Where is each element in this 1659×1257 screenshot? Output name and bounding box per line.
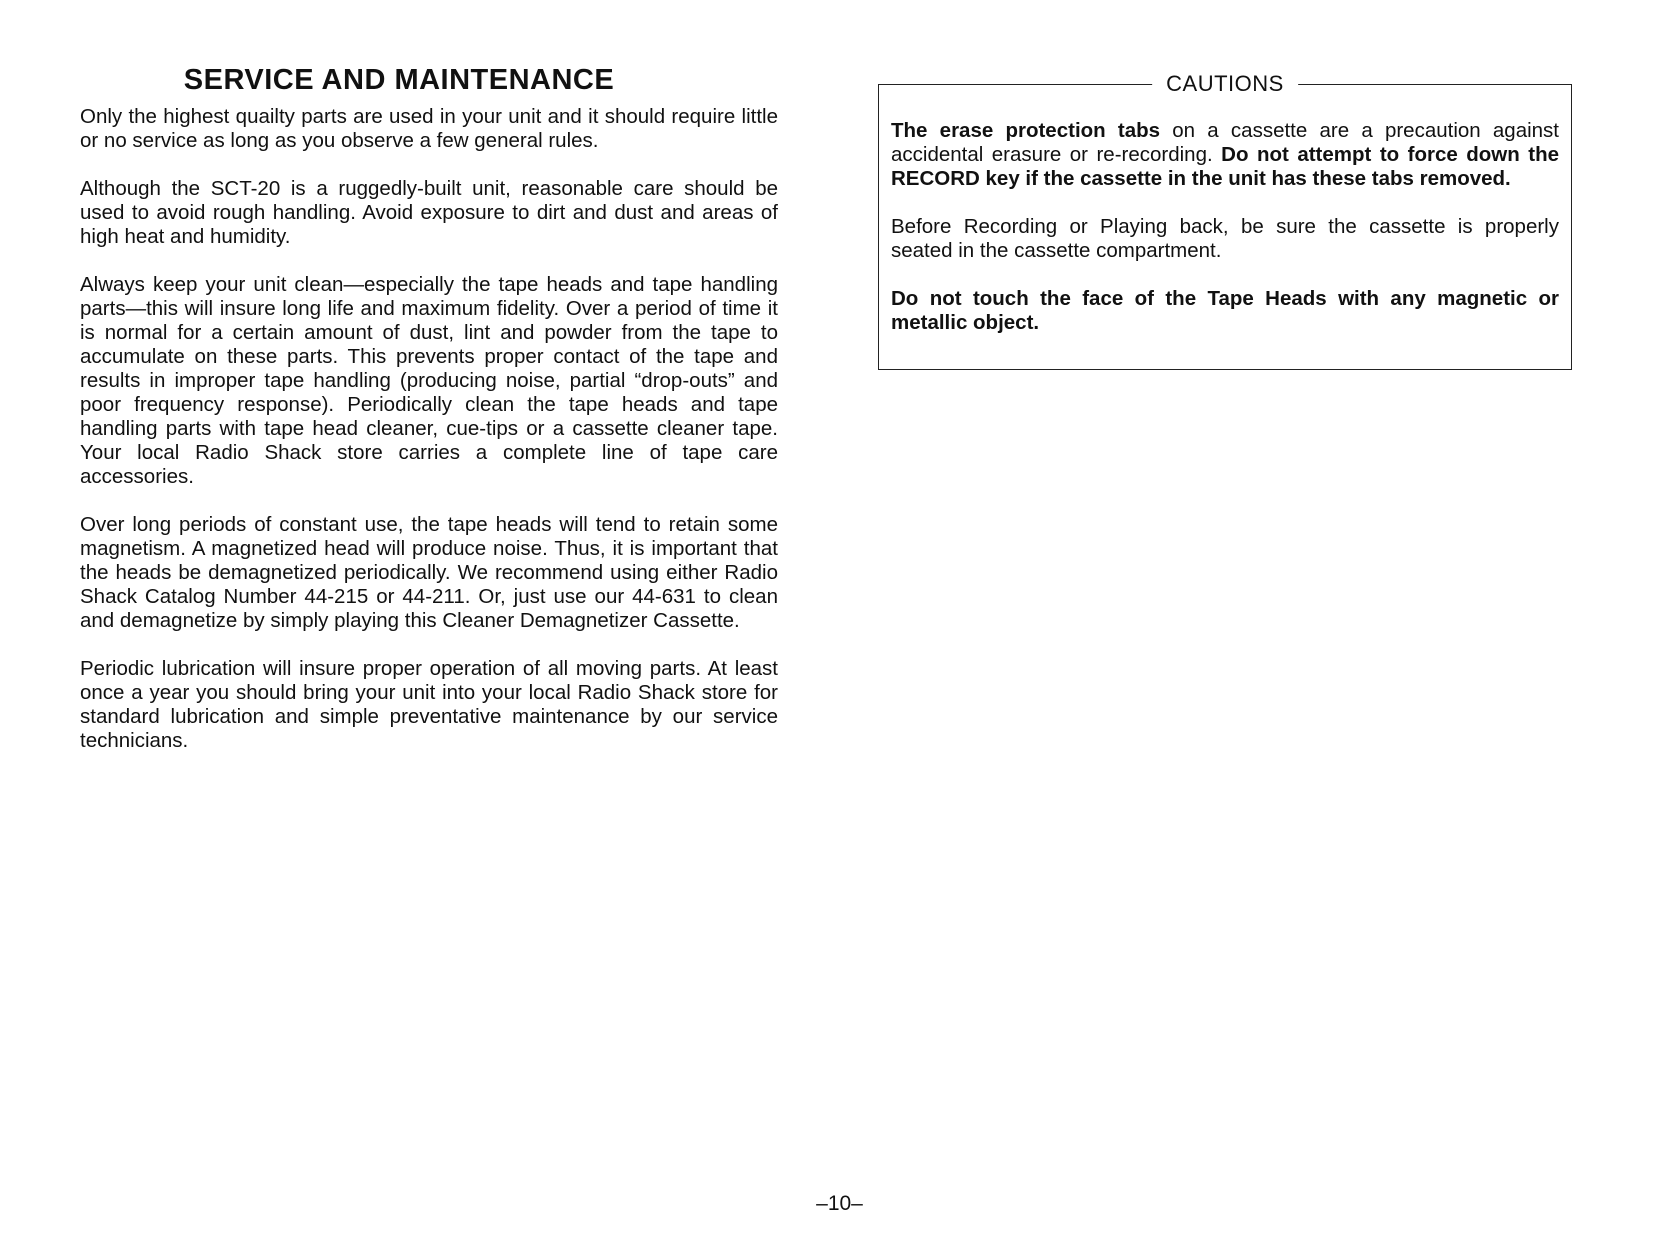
cautions-heading: CAUTIONS	[1152, 71, 1298, 97]
caution-tape-heads	[891, 287, 1559, 335]
paragraph-cleaning: Always keep your unit clean—especially the tape heads and tape handling parts—this will insure long life and maximum fidelity. Over a period of time it is normal for a certain amount of dust, lint and powder from the tape to accumulate on these parts. This prevents proper contact of the tape and results in improper tape handling (producing noise, partial “drop-outs” and poor frequency response). Periodically clean the tape heads and tape handling parts with tape head cleaner, cue-tips or a cassette cleaner tape. Your local Radio Shack store carries a complete line of tape care accessories.	[80, 273, 778, 488]
section-title: SERVICE AND MAINTENANCE	[183, 64, 615, 96]
cautions-box	[878, 71, 1572, 370]
caution-seating: Before Recording or Playing back, be sure the cassette is properly seated in the cassette compartment.	[891, 215, 1559, 262]
caution-record-key-warning: Do not attempt to force down the RECORD key if the cassette in the unit has these tabs removed.	[891, 143, 1559, 190]
paragraph-handling: Although the SCT-20 is a ruggedly-built unit, reasonable care should be used to avoid rough handling. Avoid exposure to dirt and dust and areas of high heat and humidity.	[80, 177, 778, 248]
caution-erase-tabs-bold: The erase protection tabs	[891, 119, 1161, 142]
caution-erase-tabs	[891, 119, 1559, 191]
paragraph-demagnetizing: Over long periods of constant use, the tape heads will tend to retain some magnetism. A magnetized head will produce noise. Thus, it is important that the heads be demagnetized periodically. We recommend using either Radio Shack Catalog Number 44-215 or 44-211. Or, just use our 44-631 to clean and demagnetize by simply playing this Cleaner Demagnetizer Cassette.	[80, 513, 778, 632]
paragraph-intro: Only the highest quailty parts are used in your unit and it should require little or no service as long as you observe a few general rules.	[80, 105, 778, 152]
page-number: –10–	[816, 1192, 863, 1215]
caution-tape-heads-bold: Do not touch the face of the Tape Heads with any magnetic or metallic object.	[891, 287, 1559, 334]
caution-erase-tabs-text: on a cassette are a precaution against accidental erasure or re-recording.	[891, 119, 1560, 166]
paragraph-lubrication: Periodic lubrication will insure proper operation of all moving parts. At least once a year you should bring your unit into your local Radio Shack store for standard lubrication and simple preventative maintenance by our service technicians.	[80, 657, 778, 752]
service-section	[80, 64, 778, 777]
